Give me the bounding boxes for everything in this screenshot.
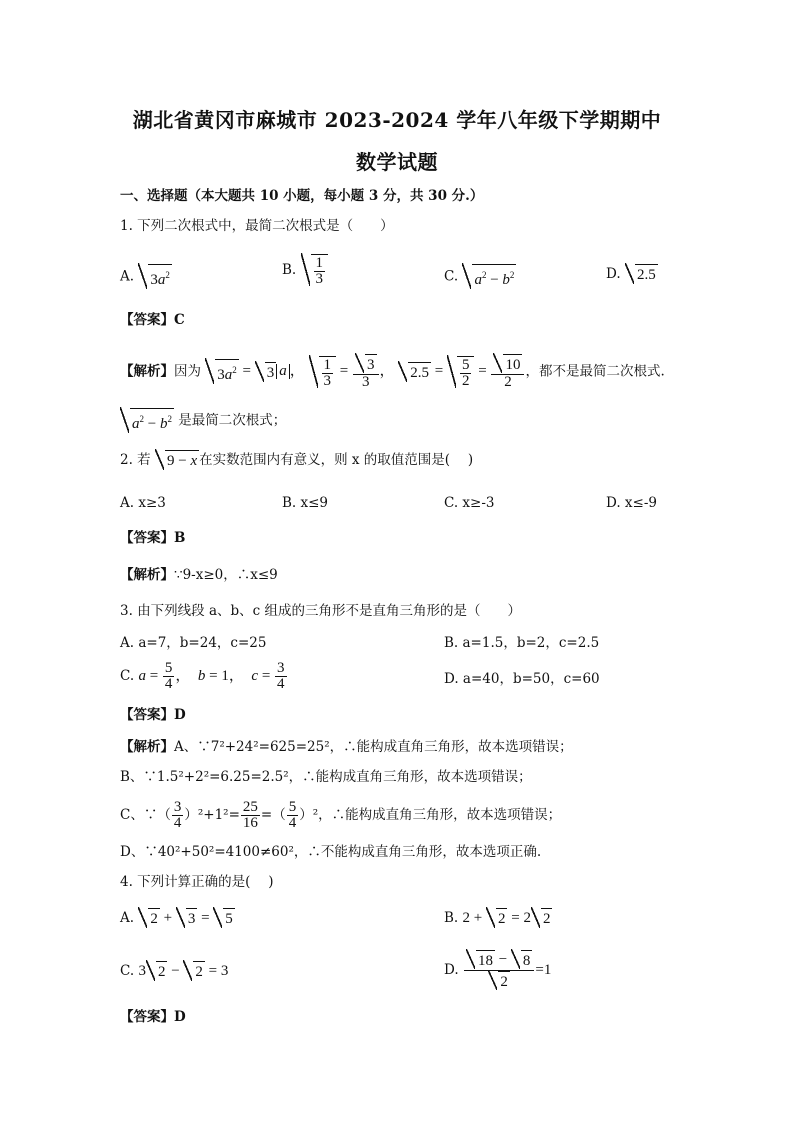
- q3-option-d: D. a=40，b=50，c=60: [444, 671, 600, 687]
- q3-analysis-c: C、∵（ $\frac{3}{4}$ ）²+1²= $\frac{25}{16}$ =（ $\frac{5}{4}$ ）²，∴能构成直角三角形，故本选项错误；: [120, 799, 562, 831]
- q3-stem: 3. 由下列线段 a、b、c 组成的三角形不是直角三角形的是（ ）: [120, 603, 522, 619]
- q2-option-c: C. x≥-3: [444, 495, 495, 511]
- q4-option-b: B. 2 + 2 = 2 2: [444, 910, 551, 928]
- q1-option-d: D. 2.5: [606, 266, 656, 284]
- q2-option-b: B. x≤9: [282, 495, 329, 511]
- q4-option-c: C. 3 2 − 2 = 3: [120, 963, 229, 981]
- title-line-1: 湖北省黄冈市麻城市 2023-2024 学年八年级下学期期中: [132, 108, 662, 132]
- q3-option-b: B. a=1.5，b=2，c=2.5: [444, 635, 600, 651]
- q1-option-a: A. $3a^2$: [120, 264, 172, 290]
- section-heading: 一、选择题（本大题共 10 小题，每小题 3 分，共 30 分.）: [120, 188, 484, 204]
- q3-analysis-a: 【解析】A、∵7²+24²=625=25²，∴能构成直角三角形，故本选项错误；: [120, 739, 573, 755]
- q3-option-a: A. a=7，b=24，c=25: [120, 635, 267, 651]
- q1-stem: 1. 下列二次根式中，最简二次根式是（ ）: [120, 218, 394, 234]
- q3-analysis-b: B、∵1.5²+2²=6.25=2.5²，∴能构成直角三角形，故本选项错误；: [120, 769, 532, 785]
- q4-answer: 【答案】D: [120, 1009, 186, 1025]
- q2-stem: 2. 若 9 − x 在实数范围内有意义，则 x 的取值范围是( ): [120, 452, 474, 470]
- q4-option-d: D. $\frac{18 - 8}{2}$ =1: [444, 951, 552, 990]
- q3-option-c: C. a = $\frac{5}{4}$ ， b = 1， c = $\frac{3}{4}$: [120, 660, 285, 692]
- q2-analysis: 【解析】∵9-x≥0，∴x≤9: [120, 567, 278, 583]
- q1-option-c: C. $a^2 - b^2$: [444, 264, 516, 290]
- q3-analysis-d: D、∵40²+50²=4100≠60²，∴不能构成直角三角形，故本选项正确.: [120, 844, 542, 860]
- q1-analysis-line-2: $a^2 - b^2$ 是最简二次根式；: [120, 408, 286, 434]
- q1-answer: 【答案】C: [120, 312, 185, 328]
- q1-option-b: B. $\frac{1}{3}$: [282, 254, 328, 287]
- q1-analysis: 【解析】因为 $3a^2 = 3$ a ， $\frac{1}{3}$ = $\frac{3}{3}$ ， 2.5 = $\frac{5}{2}$ = $\frac{10}{2}$ ，都不是最简二次根式.: [120, 354, 665, 390]
- q3-answer: 【答案】D: [120, 707, 186, 723]
- q2-option-d: D. x≤-9: [606, 495, 658, 511]
- q4-stem: 4. 下列计算正确的是( ): [120, 874, 274, 890]
- q2-option-a: A. x≥3: [120, 495, 166, 511]
- q2-answer: 【答案】B: [120, 530, 186, 546]
- q4-option-a: A. 2 + 3 = 5: [120, 910, 233, 928]
- title-line-2: 数学试题: [356, 150, 438, 174]
